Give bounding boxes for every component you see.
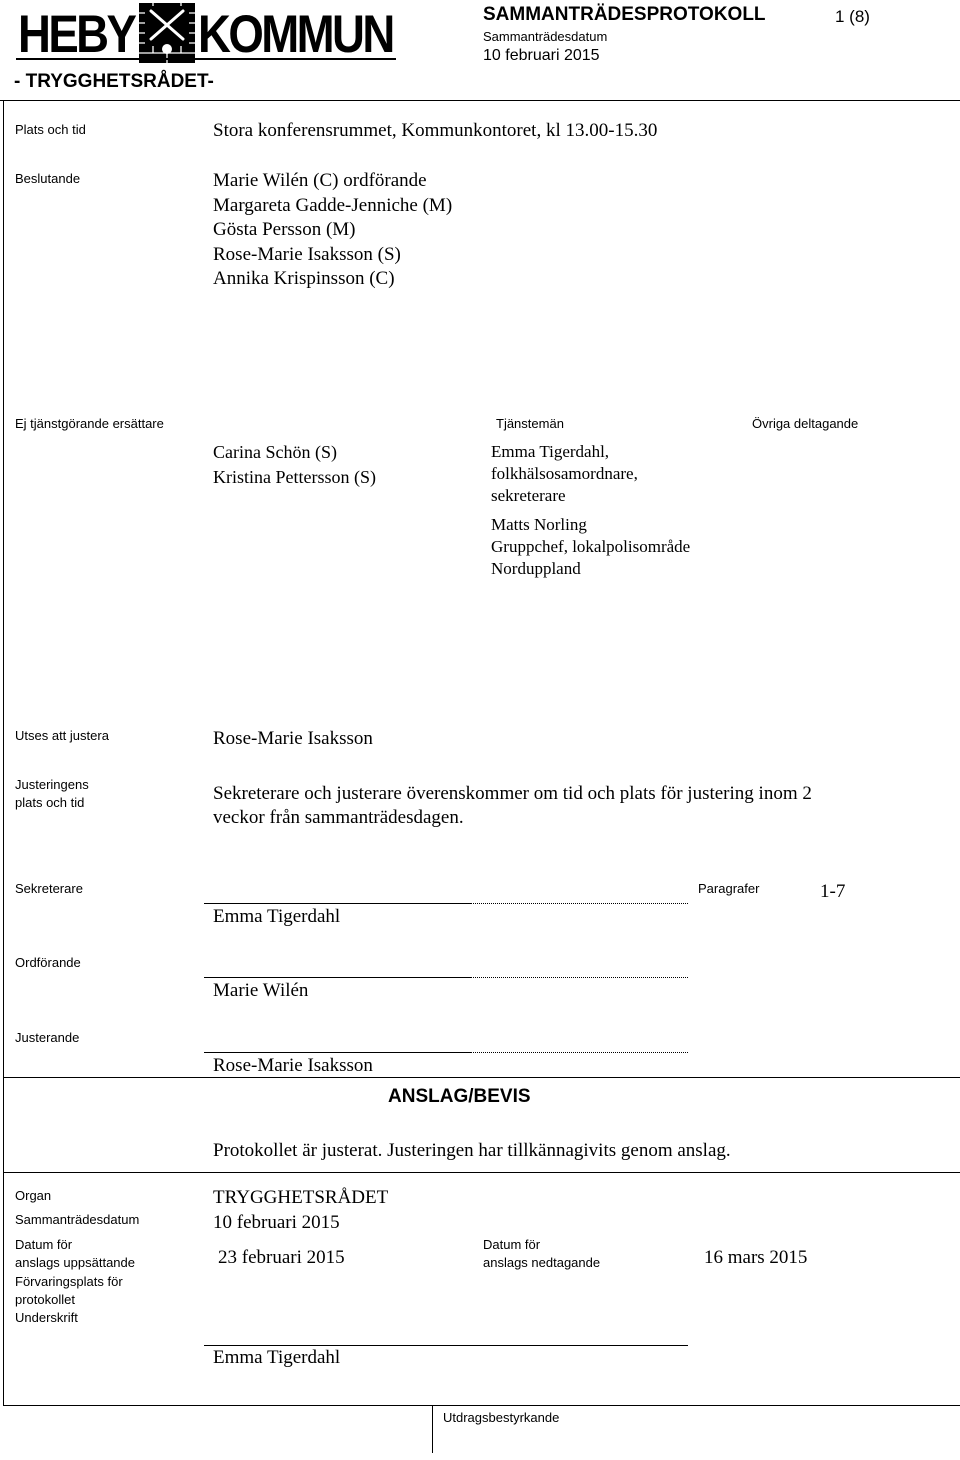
removed-date-label: Datum för <box>483 1237 541 1252</box>
logo-underline <box>16 58 396 60</box>
organ-value: TRYGGHETSRÅDET <box>213 1187 389 1208</box>
deciding-label: Beslutande <box>15 171 81 186</box>
page-number: 1 (8) <box>835 7 870 26</box>
notice-signature-line <box>204 1345 688 1346</box>
notice-date-value: 10 februari 2015 <box>213 1212 340 1233</box>
removed-date-value: 16 mars 2015 <box>704 1247 808 1268</box>
adjustment-place-value: Sekreterare och justerare överenskommer om tid och plats för justering inom 2 <box>213 783 812 804</box>
coat-of-arms-icon <box>139 3 195 63</box>
notice-divider <box>3 1077 960 1078</box>
header-divider <box>0 100 960 101</box>
notice-date-label: Sammanträdesdatum <box>15 1212 140 1227</box>
secretary-label: Sekreterare <box>15 881 83 896</box>
adjuster-appointed-value: Rose-Marie Isaksson <box>213 728 373 749</box>
substitute-name: Carina Schön (S) <box>213 442 337 462</box>
protocol-title: SAMMANTRÄDESPROTOKOLL <box>483 4 766 25</box>
organ-label: Organ <box>15 1188 52 1203</box>
official-line: Norduppland <box>491 559 581 578</box>
adjuster-appointed-label: Utses att justera <box>15 728 109 743</box>
deciding-member: Gösta Persson (M) <box>213 219 356 240</box>
adjuster-signature-line <box>204 1052 470 1053</box>
official-line: Emma Tigerdahl, <box>491 442 610 461</box>
official-line: Gruppchef, lokalpolisområde <box>491 537 691 556</box>
deciding-member: Margareta Gadde-Jenniche (M) <box>213 195 453 216</box>
header-date-value: 10 februari 2015 <box>483 47 600 64</box>
others-label: Övriga deltagande <box>752 416 859 431</box>
official-line: Matts Norling <box>491 515 587 534</box>
officials-label: Tjänstemän <box>496 416 564 431</box>
adjuster-name: Rose-Marie Isaksson <box>213 1055 373 1076</box>
adjuster-label: Justerande <box>15 1030 80 1045</box>
chair-label: Ordförande <box>15 955 81 970</box>
frame-left-border <box>3 100 4 1406</box>
substitutes-label: Ej tjänstgörande ersättare <box>15 416 164 431</box>
paragraphs-value: 1-7 <box>820 881 846 902</box>
council-name: - TRYGGHETSRÅDET- <box>14 71 214 92</box>
notice-heading: ANSLAG/BEVIS <box>388 1086 531 1107</box>
deciding-member: Rose-Marie Isaksson (S) <box>213 244 401 265</box>
deciding-member: Marie Wilén (C) ordförande <box>213 170 427 191</box>
adjuster-signature-line-dotted <box>470 1052 688 1053</box>
chair-name: Marie Wilén <box>213 980 309 1001</box>
chair-signature-line <box>204 977 470 978</box>
footer-divider <box>3 1405 960 1406</box>
logo-heby: HEBY <box>18 5 135 64</box>
deciding-member: Annika Krispinsson (C) <box>213 268 395 289</box>
chair-signature-line-dotted <box>470 977 688 978</box>
official-line: folkhälsosamordnare, <box>491 464 638 483</box>
adjustment-place-value: veckor från sammanträdesdagen. <box>213 807 464 828</box>
secretary-name: Emma Tigerdahl <box>213 906 341 927</box>
posted-date-value: 23 februari 2015 <box>218 1247 345 1268</box>
notice-inner-divider <box>3 1172 960 1173</box>
storage-label: protokollet <box>15 1292 75 1307</box>
notice-signature-name: Emma Tigerdahl <box>213 1347 341 1368</box>
footer-box-left-border <box>432 1405 433 1453</box>
signature-label: Underskrift <box>15 1310 78 1325</box>
place-value: Stora konferensrummet, Kommunkontoret, kl 13.00-15.30 <box>213 120 658 141</box>
extract-certification-label: Utdragsbestyrkande <box>443 1410 560 1425</box>
posted-date-label: Datum för <box>15 1237 73 1252</box>
substitute-name: Kristina Pettersson (S) <box>213 467 376 487</box>
official-line: sekreterare <box>491 486 566 505</box>
adjustment-place-label: plats och tid <box>15 795 85 810</box>
paragraphs-label: Paragrafer <box>698 881 760 896</box>
place-label: Plats och tid <box>15 122 86 137</box>
adjustment-place-label: Justeringens <box>15 777 89 792</box>
secretary-signature-line-dotted <box>470 903 688 904</box>
posted-date-label: anslags uppsättande <box>15 1255 135 1270</box>
header-date-label: Sammanträdesdatum <box>483 29 608 44</box>
notice-statement: Protokollet är justerat. Justeringen har tillkännagivits genom anslag. <box>213 1140 731 1161</box>
logo-kommun: KOMMUN <box>198 5 393 64</box>
secretary-signature-line <box>204 903 470 904</box>
removed-date-label: anslags nedtagande <box>483 1255 601 1270</box>
storage-label: Förvaringsplats för <box>15 1274 123 1289</box>
